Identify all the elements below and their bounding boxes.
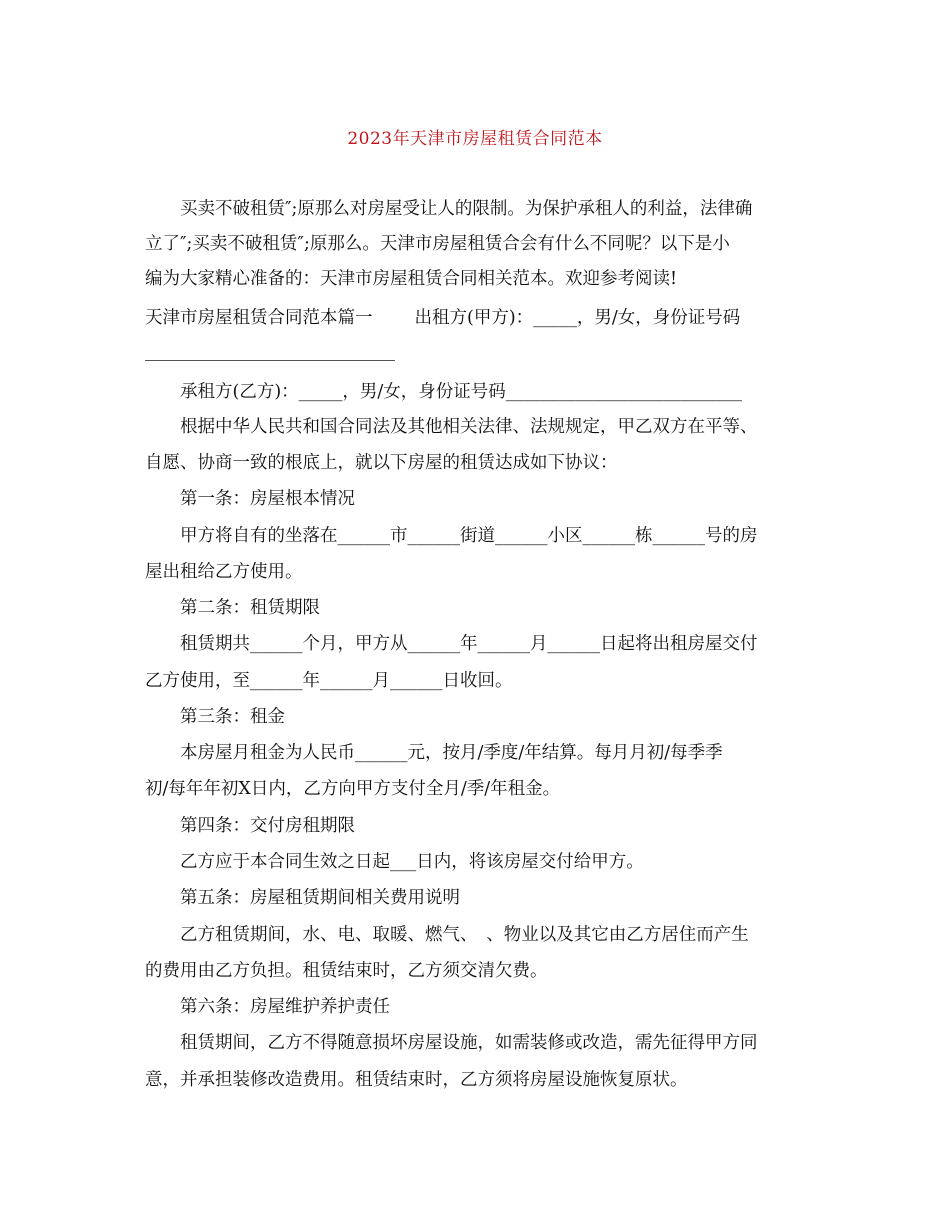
paragraph-line: 意，并承担装修改造费用。租赁结束时，乙方须将房屋设施恢复原状。 xyxy=(145,1070,688,1090)
paragraph-line xyxy=(145,307,740,329)
paragraph-line: 乙方租赁期间，水、电、取暖、燃气、 、物业以及其它由乙方居住而产生 xyxy=(180,925,749,945)
document-title: 2023年天津市房屋租赁合同范本 xyxy=(347,129,603,149)
article-heading: 第四条：交付房租期限 xyxy=(180,816,355,836)
article-heading: 第六条：房屋维护养护责任 xyxy=(180,997,390,1017)
paragraph-line: 初/每年年初X日内，乙方向甲方支付全月/季/年租金。 xyxy=(145,779,561,799)
paragraph-line: 编为大家精心准备的：天津市房屋租赁合同相关范本。欢迎参考阅读! xyxy=(145,269,678,289)
paragraph-line: 根据中华人民共和国合同法及其他相关法律、法规规定，甲乙双方在平等、 xyxy=(180,417,758,437)
signature-underline xyxy=(145,360,395,361)
paragraph-line: 乙方使用，至______年______月______日收回。 xyxy=(145,671,513,691)
paragraph-line: 本房屋月租金为人民币______元，按月/季度/年结算。每月月初/每季季 xyxy=(180,743,723,763)
paragraph-line: 买卖不破租赁″;原那么对房屋受让人的限制。为保护承租人的利益，法律确 xyxy=(180,199,753,219)
paragraph-line: 租赁期间，乙方不得随意损坏房屋设施，如需装修或改造，需先征得甲方同 xyxy=(180,1033,758,1053)
lessor-field: 出租方(甲方)：_____，男/女，身份证号码 xyxy=(414,308,741,328)
paragraph-line: 的费用由乙方负担。租赁结束时，乙方须交清欠费。 xyxy=(145,961,548,981)
paragraph-line: 租赁期共______个月，甲方从______年______月______日起将出租房屋交付 xyxy=(180,634,758,654)
article-heading: 第一条：房屋根本情况 xyxy=(180,489,355,509)
paragraph-line: 甲方将自有的坐落在______市______街道______小区______栋______号的房 xyxy=(180,526,758,546)
article-heading: 第三条：租金 xyxy=(180,707,285,727)
paragraph-line: 屋出租给乙方使用。 xyxy=(145,562,303,582)
paragraph-line: 自愿、协商一致的根底上，就以下房屋的租赁达成如下协议： xyxy=(145,453,618,473)
paragraph-line: 承租方(乙方)：_____，男/女，身份证号码___________________________ xyxy=(180,382,743,402)
paragraph-line: 乙方应于本合同生效之日起___日内，将该房屋交付给甲方。 xyxy=(180,852,644,872)
paragraph-line: 立了″;买卖不破租赁″;原那么。天津市房屋租赁合会有什么不同呢？以下是小 xyxy=(145,234,730,254)
article-heading: 第二条：租赁期限 xyxy=(180,598,320,618)
section-heading: 天津市房屋租赁合同范本篇一 xyxy=(145,308,373,328)
article-heading: 第五条：房屋租赁期间相关费用说明 xyxy=(180,888,460,908)
